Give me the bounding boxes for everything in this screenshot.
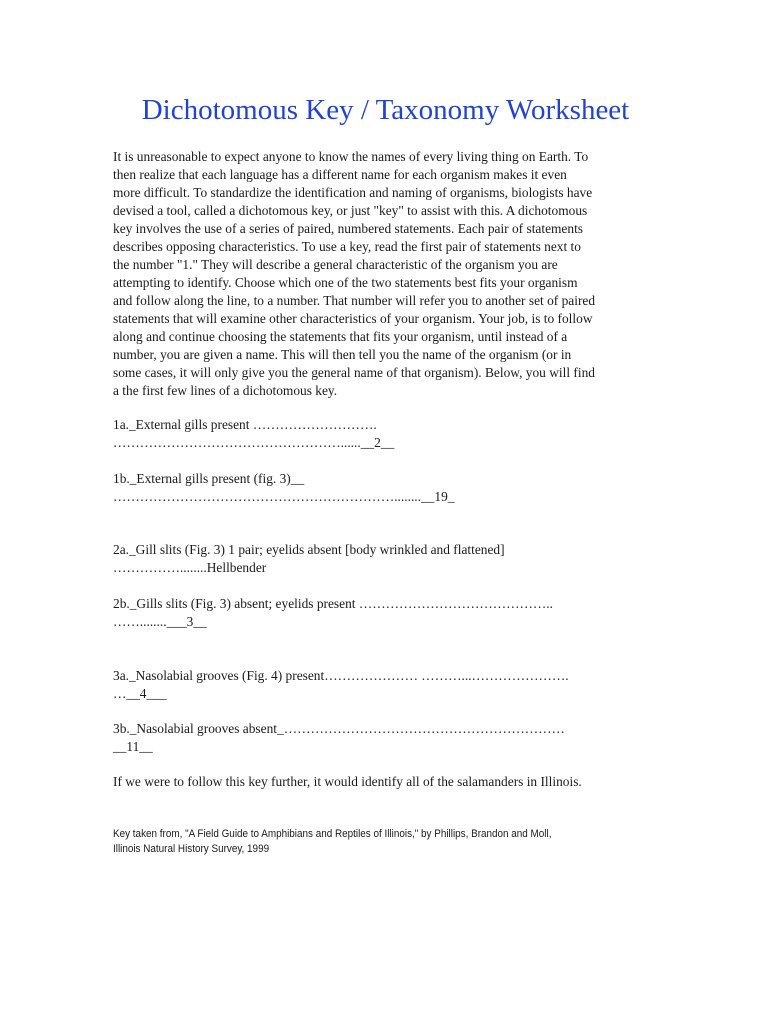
- citation-line: Illinois Natural History Survey, 1999: [113, 843, 270, 855]
- citation-line: Key taken from, "A Field Guide to Amphibians and Reptiles of Illinois," by Phillips, Brandon and Moll,: [113, 828, 552, 840]
- intro-line: then realize that each language has a different name for each organism makes it even: [113, 167, 567, 182]
- key-entry-2b: [113, 595, 673, 631]
- key-leader: ………………………………………………………........__19_: [113, 489, 455, 504]
- key-entry-1a: [113, 416, 673, 452]
- worksheet-title: Dichotomous Key / Taxonomy Worksheet: [141, 94, 630, 126]
- intro-line: key involves the use of a series of paired, numbered statements. Each pair of statements: [113, 221, 584, 236]
- key-entry-3b: [113, 720, 673, 756]
- key-entry-2a: [113, 541, 673, 577]
- key-statement: 3b._Nasolabial grooves absent_………………………………………………………: [113, 721, 565, 736]
- intro-paragraph: [113, 148, 658, 400]
- key-leader: …__4___: [113, 686, 167, 701]
- key-statement: 2b._Gills slits (Fig. 3) absent; eyelids present ……………………………………..: [113, 596, 554, 611]
- intro-line: some cases, it will only give you the general name of that organism). Below, you will find: [113, 365, 595, 380]
- key-leader: ……........___3__: [113, 614, 207, 629]
- key-entry-1b: [113, 470, 673, 506]
- intro-line: describes opposing characteristics. To use a key, read the first pair of statements next to: [113, 239, 581, 254]
- intro-line: along and continue choosing the statements that fits your organism, until instead of a: [113, 329, 568, 344]
- key-statement: 3a._Nasolabial grooves (Fig. 4) present………………… ………...………………….: [113, 668, 569, 683]
- intro-line: more difficult. To standardize the identification and naming of organisms, biologists have: [113, 185, 593, 200]
- intro-line: and follow along the line, to a number. That number will refer you to another set of paired: [113, 293, 596, 308]
- key-statement: 1a._External gills present ……………………….: [113, 417, 377, 432]
- key-leader: __11__: [113, 739, 153, 754]
- closing-sentence: If we were to follow this key further, it would identify all of the salamanders in Illinois.: [113, 774, 582, 789]
- intro-line: devised a tool, called a dichotomous key, or just "key" to assist with this. A dichotomous: [113, 203, 588, 218]
- intro-line: number, you are given a name. This will then tell you the name of the organism (or in: [113, 347, 572, 362]
- key-statement: 1b._External gills present (fig. 3)__: [113, 471, 305, 486]
- intro-line: the number "1." They will describe a general characteristic of the organism you are: [113, 257, 558, 272]
- intro-line: a the first few lines of a dichotomous key.: [113, 383, 338, 398]
- key-leader: ……………........Hellbender: [113, 560, 267, 575]
- intro-line: statements that will examine other characteristics of your organism. Your job, is to follow: [113, 311, 593, 326]
- citation: [113, 827, 551, 857]
- key-entry-3a: [113, 667, 673, 703]
- key-leader: ……………………………………………......__2__: [113, 435, 395, 450]
- intro-line: attempting to identify. Choose which one of the two statements best fits your organism: [113, 275, 578, 290]
- key-statement: 2a._Gill slits (Fig. 3) 1 pair; eyelids absent [body wrinkled and flattened]: [113, 542, 505, 557]
- intro-line: It is unreasonable to expect anyone to know the names of every living thing on Earth. To: [113, 149, 589, 164]
